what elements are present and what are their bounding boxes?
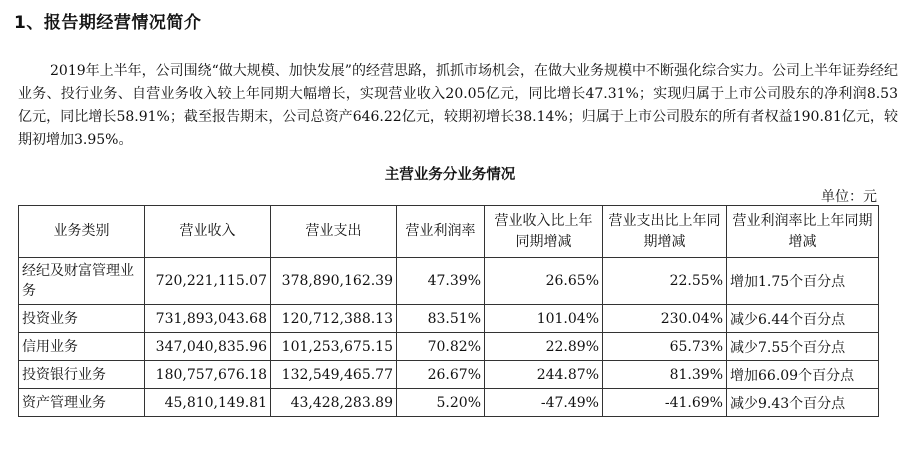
table-row	[19, 361, 879, 389]
cell-margin: 83.51%	[397, 305, 485, 333]
header-expense-change: 营业支出比上年同期增减	[603, 206, 727, 258]
header-margin: 营业利润率	[397, 206, 485, 258]
cell-margin: 47.39%	[397, 258, 485, 305]
cell-category: 投资业务	[19, 305, 145, 333]
cell-revenue-change: -47.49%	[485, 389, 603, 417]
cell-expense-change: 230.04%	[603, 305, 727, 333]
header-revenue-change: 营业收入比上年同期增减	[485, 206, 603, 258]
table-row	[19, 258, 879, 305]
cell-revenue-change: 22.89%	[485, 333, 603, 361]
cell-revenue-change: 244.87%	[485, 361, 603, 389]
cell-category: 信用业务	[19, 333, 145, 361]
cell-category: 经纪及财富管理业务	[19, 258, 145, 305]
table-row	[19, 389, 879, 417]
cell-revenue: 45,810,149.81	[145, 389, 271, 417]
table-row	[19, 305, 879, 333]
cell-margin: 70.82%	[397, 333, 485, 361]
cell-expense: 120,712,388.13	[271, 305, 397, 333]
cell-revenue: 347,040,835.96	[145, 333, 271, 361]
summary-paragraph: 2019年上半年，公司围绕“做大规模、加快发展”的经营思路，抓抓市场机会，在做大业务规模中不断强化综合实力。公司上半年证券经纪业务、投行业务、自营业务收入较上年同期大幅增长，实现营业收入20.05亿元，同比增长47.31%；实现归属于上市公司股东的净利润8.53亿元，同比增长58.91%；截至报告期末，公司总资产646.22亿元，较期初增长38.14%；归属于上市公司股东的所有者权益190.81亿元，较期初增加3.95%。	[18, 63, 898, 148]
table-title: 主营业务分业务情况	[384, 167, 516, 183]
cell-margin-change: 增加1.75个百分点	[727, 258, 879, 305]
cell-expense: 101,253,675.15	[271, 333, 397, 361]
cell-revenue: 720,221,115.07	[145, 258, 271, 305]
header-revenue: 营业收入	[145, 206, 271, 258]
cell-margin-change: 减少7.55个百分点	[727, 333, 879, 361]
cell-margin-change: 减少6.44个百分点	[727, 305, 879, 333]
cell-revenue-change: 26.65%	[485, 258, 603, 305]
cell-expense: 132,549,465.77	[271, 361, 397, 389]
cell-expense: 378,890,162.39	[271, 258, 397, 305]
header-category: 业务类别	[19, 206, 145, 258]
cell-margin: 26.67%	[397, 361, 485, 389]
cell-category: 资产管理业务	[19, 389, 145, 417]
cell-revenue-change: 101.04%	[485, 305, 603, 333]
cell-expense-change: 22.55%	[603, 258, 727, 305]
section-heading: 1、报告期经营情况简介	[14, 13, 202, 33]
cell-category: 投资银行业务	[19, 361, 145, 389]
business-segment-table	[18, 205, 879, 417]
cell-margin: 5.20%	[397, 389, 485, 417]
cell-revenue: 731,893,043.68	[145, 305, 271, 333]
header-margin-change: 营业利润率比上年同期增减	[727, 206, 879, 258]
header-expense: 营业支出	[271, 206, 397, 258]
cell-margin-change: 减少9.43个百分点	[727, 389, 879, 417]
cell-expense-change: 65.73%	[603, 333, 727, 361]
cell-expense-change: 81.39%	[603, 361, 727, 389]
cell-revenue: 180,757,676.18	[145, 361, 271, 389]
unit-label: 单位：元	[821, 189, 877, 205]
cell-expense-change: -41.69%	[603, 389, 727, 417]
cell-margin-change: 增加66.09个百分点	[727, 361, 879, 389]
table-header-row	[19, 206, 879, 258]
cell-expense: 43,428,283.89	[271, 389, 397, 417]
table-row	[19, 333, 879, 361]
